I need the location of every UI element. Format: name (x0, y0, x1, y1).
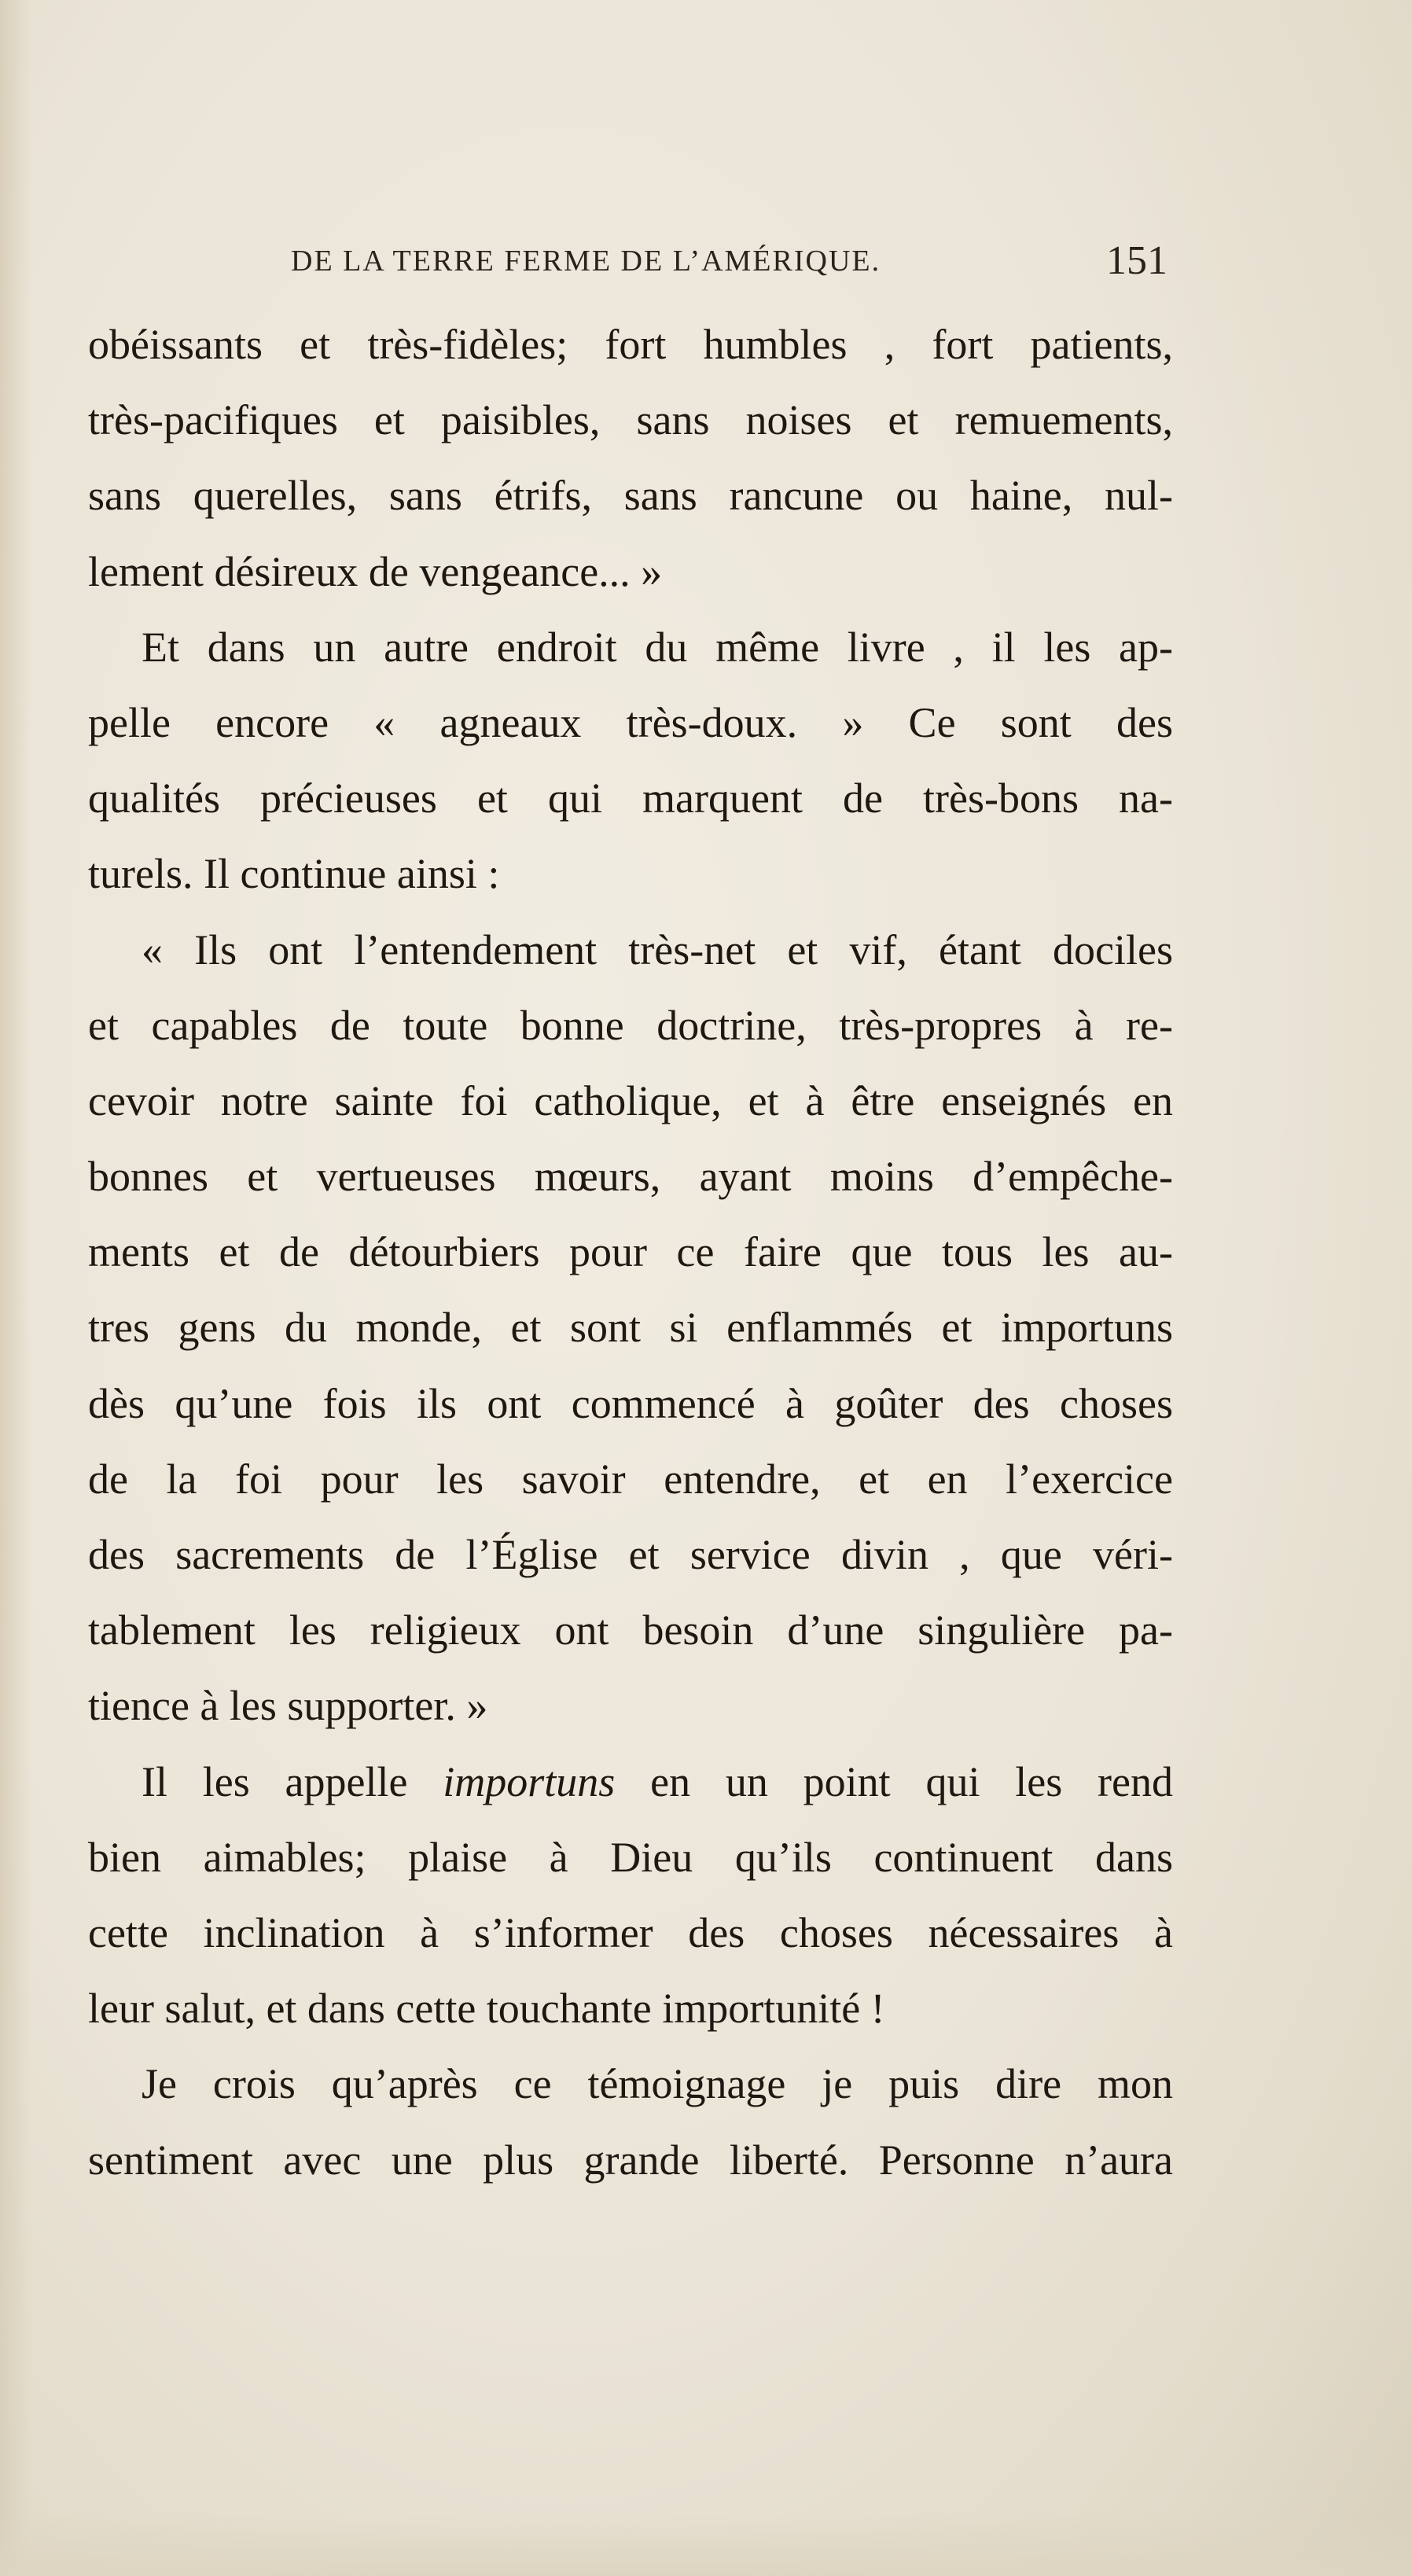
text-line: pelle encore « agneaux très-doux. » Ce sont des (88, 698, 1173, 746)
text-line: Je crois qu’après ce témoignage je puis dire mon (142, 2060, 1173, 2108)
text-line: des sacrements de l’Église et service divin , que véri- (88, 1531, 1173, 1578)
text-line: bien aimables; plaise à Dieu qu’ils continuent dans (88, 1833, 1173, 1881)
text-segment: Il les appelle (142, 1757, 443, 1805)
text-line: tres gens du monde, et sont si enflammés et importuns (88, 1304, 1173, 1352)
text-line: cevoir notre sainte foi catholique, et à être enseignés en (88, 1076, 1173, 1124)
page-bottom-shadow (0, 2513, 1412, 2576)
text-line (88, 1744, 1173, 1820)
text-line: cette inclination à s’informer des choses nécessaires à (88, 1908, 1173, 1956)
text-line: obéissants et très-fidèles; fort humbles , fort patients, (88, 321, 1173, 368)
page-edge-shadow (0, 0, 31, 2576)
text-line: sans querelles, sans étrifs, sans rancune ou haine, nul- (88, 472, 1173, 520)
text-line: Et dans un autre endroit du même livre , il les ap- (142, 623, 1173, 671)
text-line: et capables de toute bonne doctrine, très-propres à re- (88, 1001, 1173, 1049)
body-text (88, 307, 1173, 2198)
running-head (291, 238, 1167, 291)
text-line: tablement les religieux ont besoin d’une singulière pa- (88, 1606, 1173, 1654)
text-line: leur salut, et dans cette touchante importunité ! (88, 1985, 885, 2033)
text-segment: en un point qui les rend (615, 1757, 1173, 1805)
text-line: ments et de détourbiers pour ce faire que tous les au- (88, 1228, 1173, 1276)
text-line: très-pacifiques et paisibles, sans noises et remuements, (88, 396, 1173, 444)
text-line: « Ils ont l’entendement très-net et vif, étant dociles (142, 926, 1173, 973)
text-line: qualités précieuses et qui marquent de très-bons na- (88, 775, 1173, 822)
text-line: turels. Il continue ainsi : (88, 850, 500, 898)
text-line: tience à les supporter. » (88, 1682, 488, 1730)
text-line: sentiment avec une plus grande liberté. Personne n’aura (88, 2136, 1173, 2184)
italic-word: importuns (443, 1757, 616, 1805)
page-number: 151 (1106, 238, 1167, 283)
running-head-title: DE LA TERRE FERME DE L’AMÉRIQUE. (291, 245, 881, 278)
text-line: dès qu’une fois ils ont commencé à goûter des choses (88, 1379, 1173, 1427)
text-line: bonnes et vertueuses mœurs, ayant moins d’empêche- (88, 1153, 1173, 1201)
text-line: de la foi pour les savoir entendre, et en l’exercice (88, 1455, 1173, 1503)
text-line: lement désireux de vengeance... » (88, 547, 663, 595)
